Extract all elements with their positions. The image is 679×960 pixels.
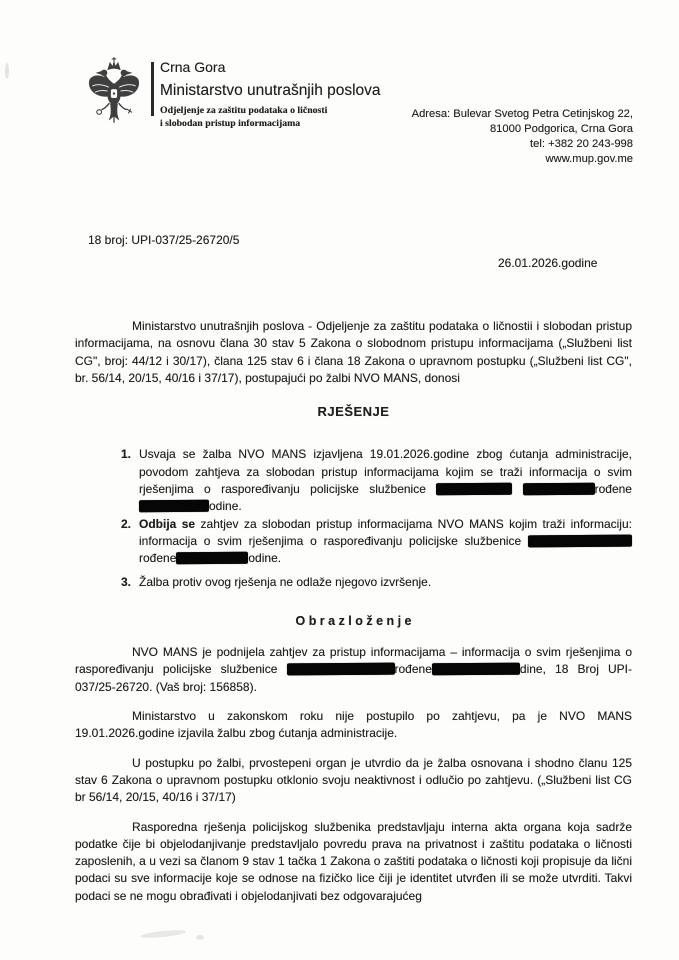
item-number: 3.	[121, 574, 132, 589]
department-line2: i slobodan pristup informacijama	[160, 118, 301, 129]
redaction-bar	[139, 500, 209, 512]
intro-paragraph: Ministarstvo unutrašnjih poslova - Odjeljenje za zaštitu podataka o ličnostii i slobodan pristup informacijama, na osnovu člana 30 stav 5 Zakona o slobodnom pristupu informacijama („Službeni list CG", broj: 44/12 i 30/17), člana 125 stav 6 i člana 18 Zakona o upravnom postupku („Službeni list CG", br. 56/14, 20/15, 40/16 i 37/17), postupajući po žalbi NVO MANS, donosi	[75, 319, 632, 385]
paragraph-text: rođene	[394, 662, 432, 677]
scan-smudge	[520, 259, 523, 267]
reasoning-paragraph-1	[75, 644, 632, 696]
contact-block	[412, 107, 633, 167]
reasoning-heading: O b r a z l o ž e n j e	[295, 613, 412, 628]
redaction-bar	[432, 663, 520, 676]
country-name: Crna Gora	[160, 59, 226, 75]
item-text: odine.	[209, 499, 242, 514]
redaction-bar	[528, 535, 632, 548]
item-text: zahtjev za slobodan pristup informacijama NVO MANS kojim traži informaciju: informacija o svim rješenjima o raspoređivanju policijske službenice	[139, 516, 632, 548]
item-number: 1.	[121, 447, 132, 462]
website: www.mup.gov.me	[545, 153, 633, 165]
redaction-bar	[176, 552, 248, 565]
item-bold-lead: Odbija se	[139, 516, 196, 531]
paragraph-text: dine, 18 Broj UPI-037/25-26720. (Vaš broj: 156858).	[75, 662, 633, 694]
redaction-bar	[436, 483, 512, 496]
item-text: odine.	[248, 551, 282, 566]
letterhead	[160, 59, 381, 130]
montenegro-coat-of-arms-icon	[87, 56, 141, 132]
redaction-bar	[286, 663, 394, 676]
item-text: rođene	[594, 482, 632, 497]
document-body	[75, 318, 632, 917]
ministry-name: Ministarstvo unutrašnjih poslova	[160, 82, 381, 99]
department-line1: Odjeljenje za zaštitu podataka o ličnosti	[160, 105, 328, 116]
decision-heading: RJEŠENJE	[317, 404, 390, 420]
address-line1: Adresa: Bulevar Svetog Petra Cetinjskog 22,	[411, 108, 633, 120]
reasoning-paragraph-2: Ministarstvo u zakonskom roku nije postupilo po zahtjevu, pa je NVO MANS 19.01.2026.godine izjavila žalbu zbog ćutanja administracije.	[75, 709, 632, 741]
item-number: 2.	[121, 516, 132, 531]
reasoning-paragraph-3: U postupku po žalbi, prvostepeni organ je utvrdio da je žalba osnovana i shodno članu 125 stav 6 Zakona o upravnom postupku otklonio svoju neaktivnost i odlučio po zahtjevu. („Službeni list CG br 56/14, 20/15, 40/16 i 37/17)	[75, 755, 632, 805]
reference-number: 18 broj: UPI-037/25-26720/5	[88, 233, 240, 247]
decision-list	[75, 446, 632, 590]
item-text: Žalba protiv ovog rješenja ne odlaže njegovo izvršenje.	[139, 574, 432, 589]
redaction-bar	[523, 483, 595, 496]
paragraph-text: NVO MANS je podnijela zahtjev za pristup informacijama – informacija o svim rješenjima o raspoređivanju policijske službenice	[75, 645, 632, 677]
letterhead-divider	[151, 62, 154, 116]
address-line2: 81000 Podgorica, Crna Gora	[489, 123, 633, 135]
decision-item-2	[75, 516, 632, 568]
decision-item-1	[75, 446, 632, 515]
scan-smudge	[196, 935, 204, 940]
item-text: rođene	[139, 551, 177, 566]
item-text: Usvaja se žalba NVO MANS izjavljena 19.01.2026.godine zbog ćutanja administracije, povodom zahtjeva za slobodan pristup informacijama kojim se traži informacija o svim rješenjima o raspoređivanju policijske službenice	[139, 447, 632, 497]
phone: tel: +382 20 243-998	[530, 138, 633, 150]
scan-smudge	[5, 63, 9, 79]
decision-item-3	[75, 574, 632, 591]
scan-smudge	[352, 892, 358, 896]
department-name	[160, 104, 381, 130]
scan-smudge	[140, 929, 186, 940]
reasoning-paragraph-4: Rasporedna rješenja policijskog službenika predstavljaju interna akta organa koja sadrže podatke čije bi objelodanjivanje predstavljalo povredu prava na privatnost i zaštitu podataka o ličnosti zaposlenih, a u vezi sa članom 9 stav 1 tačka 1 Zakona o zaštiti podataka o ličnosti koji propisuje da lični podaci su sve informacije koje se odnose na fizičko lice čiji je identitet utvrđen ili se može utvrditi. Takvi podaci se ne mogu obrađivati i objelodanjivati bez odgovarajućeg	[75, 819, 632, 903]
document-date: 26.01.2026.godine	[498, 256, 598, 270]
